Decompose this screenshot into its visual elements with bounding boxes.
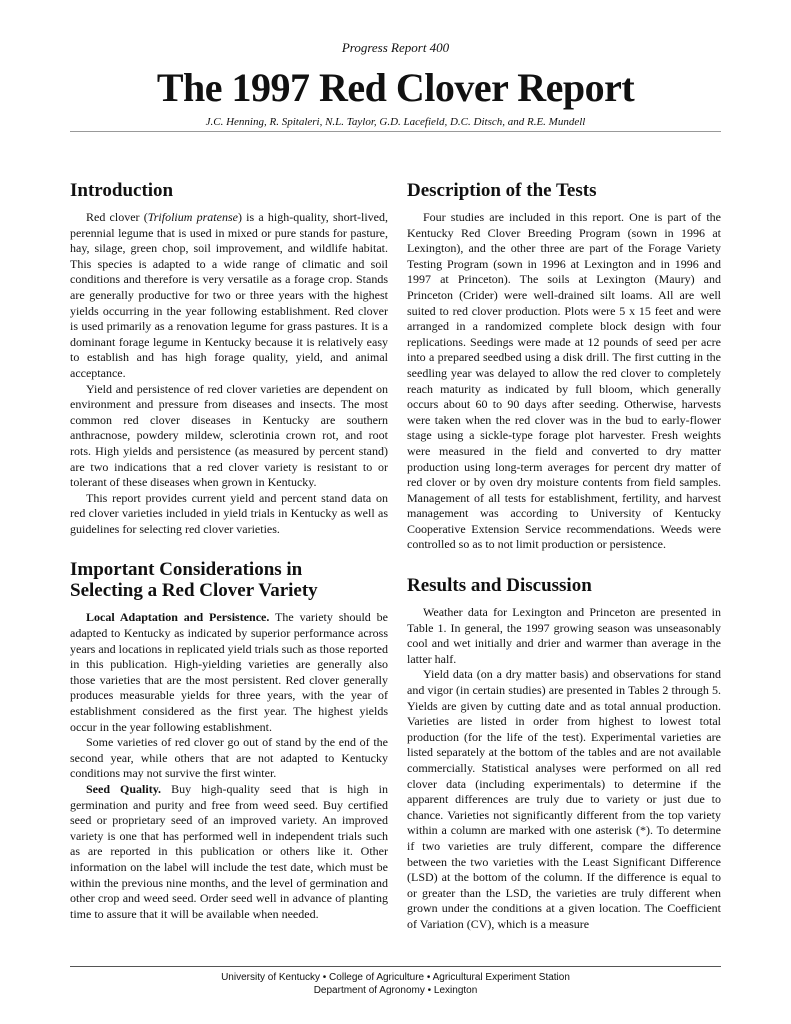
footer-line-2: Department of Agronomy • Lexington (313, 985, 478, 996)
considerations-paragraph-2: Some varieties of red clover go out of stand by the end of the second year, while others that are not adapted to Kentucky conditions may not survive the first winter. (70, 735, 388, 781)
considerations-heading-line-2: Selecting a Red Clover Variety (70, 580, 318, 602)
considerations-heading (70, 559, 388, 601)
results-paragraph-2: Yield data (on a dry matter basis) and observations for stand and vigor (in certain studies) are presented in Tables 2 through 5. Yields are given by cutting date and as total annual production. Varieties are listed in order from highest to lowest total production (for the life of the test). Experimental varieties are listed separately at the bottom of the tables and are not available commercially. Statistical analyses were performed on all red clover data (including experimentals) to determine if the apparent differences are truly due to variety or just due to chance. Varieties not significantly different from the top variety within a column are marked with one asterisk (*). To determine if two varieties are truly different, compare the difference between the two varieties with the Least Significant Difference (LSD) at the bottom of the column. If the difference is equal to or greater than the LSD, the varieties are truly different when grown under the conditions at a given location. The Coefficient of Variation (CV), which is a measure (407, 667, 721, 931)
introduction-paragraph-1 (70, 210, 388, 382)
footer-line-1: University of Kentucky • College of Agriculture • Agricultural Experiment Station (221, 972, 570, 983)
introduction-paragraph-2: Yield and persistence of red clover varieties are dependent on environment and pressure from diseases and insects. The most common red clover diseases in Kentucky are southern anthracnose, powdery mildew, sclerotinia crown rot, and root rots. High yields and persistence (as measured by percent stand) are two indications that a red clover variety is resistant to or tolerant of these diseases when grown in Kentucky. (70, 381, 388, 490)
considerations-p1-text: The variety should be adapted to Kentucky as indicated by superior performance across years and locations in replicated yield trials such as those reported in this publication. High-yielding varieties are generally also those varieties that are the most persistent. Red clover generally produces measurable yields for three years, with the year of establishment considered as the first year. The highest yields occur in the year following establishment. (70, 610, 388, 734)
tests-paragraph-1: Four studies are included in this report. One is part of the Kentucky Red Clover Breeding Program (sown in 1996 at Lexington), and the other three are part of the Forage Variety Testing Program (sown in 1996 at Lexington and in 1996 and 1997 at Princeton). The soils at Lexington (Maury) and Princeton (Crider) were well-drained silt loams. All are well suited to red clover production. Plots were 5 x 15 feet and were arranged in a randomized complete block design with four replications. Seedings were made at 12 pounds of seed per acre into a prepared seedbed using a disk drill. The first cutting in the seedling year was delayed to allow the red clover to completely reach maturity as indicated by full bloom, which generally occurs about 60 to 90 days after seeding. Otherwise, harvests were taken when the red clover was in the bud to early-flower stage using a sickle-type forage plot harvester. Fresh weights were measured in the field and converted to dry matter production using long-term averages for percent dry matter of red clover or by oven dry moisture contents from field samples. Management of all tests for establishment, fertility, and harvest management was according to University of Kentucky Cooperative Extension Service recommendations. Weeds were controlled so as to not limit production or persistence. (407, 210, 721, 552)
considerations-paragraph-1 (70, 610, 388, 735)
report-label: Progress Report 400 (341, 40, 450, 55)
header-divider (70, 131, 721, 132)
latin-name: Trifolium pratense (147, 210, 238, 224)
considerations-heading-line-1: Important Considerations in (70, 559, 303, 581)
authors: J.C. Henning, R. Spitaleri, N.L. Taylor, G.D. Lacefield, D.C. Ditsch, and R.E. Mundell (205, 116, 586, 128)
results-heading: Results and Discussion (407, 575, 592, 597)
introduction-paragraph-3: This report provides current yield and percent stand data on red clover varieties included in yield trials in Kentucky as well as guidelines for selecting red clover varieties. (70, 490, 388, 536)
introduction-p1-before: Red clover ( (86, 210, 148, 224)
results-paragraph-1: Weather data for Lexington and Princeton are presented in Table 1. In general, the 1997 growing season was unseasonably cool and wet initially and drier and warmer than average in the latter half. (407, 605, 721, 666)
runin-local-adaptation: Local Adaptation and Persistence. (86, 610, 270, 625)
considerations-p3-text: Buy high-quality seed that is high in germination and purity and free from weed seed. Buy certified seed or proprietary seed of an improved variety. An improved variety is one that has performed well in independent trials such as are reported in this publication or others like it. Other information on the label will include the test date, which must be within the previous nine months, and the level of germination and other crop and weed seed. Order seed well in advance of planting time to assure that it will be available when needed. (70, 782, 388, 921)
right-column (407, 176, 721, 933)
runin-seed-quality: Seed Quality. (86, 782, 162, 796)
introduction-heading: Introduction (70, 180, 174, 201)
considerations-paragraph-3 (70, 782, 388, 922)
footer-divider (70, 966, 721, 967)
page-title: The 1997 Red Clover Report (156, 65, 635, 110)
left-column (70, 176, 388, 922)
introduction-p1-after: ) is a high-quality, short-lived, perennial legume that is used in mixed or pure stands for pasture, hay, silage, green chop, soil improvement, and wildlife habitat. This species is adapted to a wide range of climatic and soil conditions and therefore is very versatile as a forage crop. Stands are generally productive for two or three years with the highest yields occurring in the year following establishment. Red clover is used primarily as a renovation legume for grass pastures. It is a dominant forage legume in Kentucky because it is relatively easy to establish and has high forage quality, yield, and animal acceptance. (70, 210, 389, 380)
tests-heading: Description of the Tests (407, 180, 597, 201)
